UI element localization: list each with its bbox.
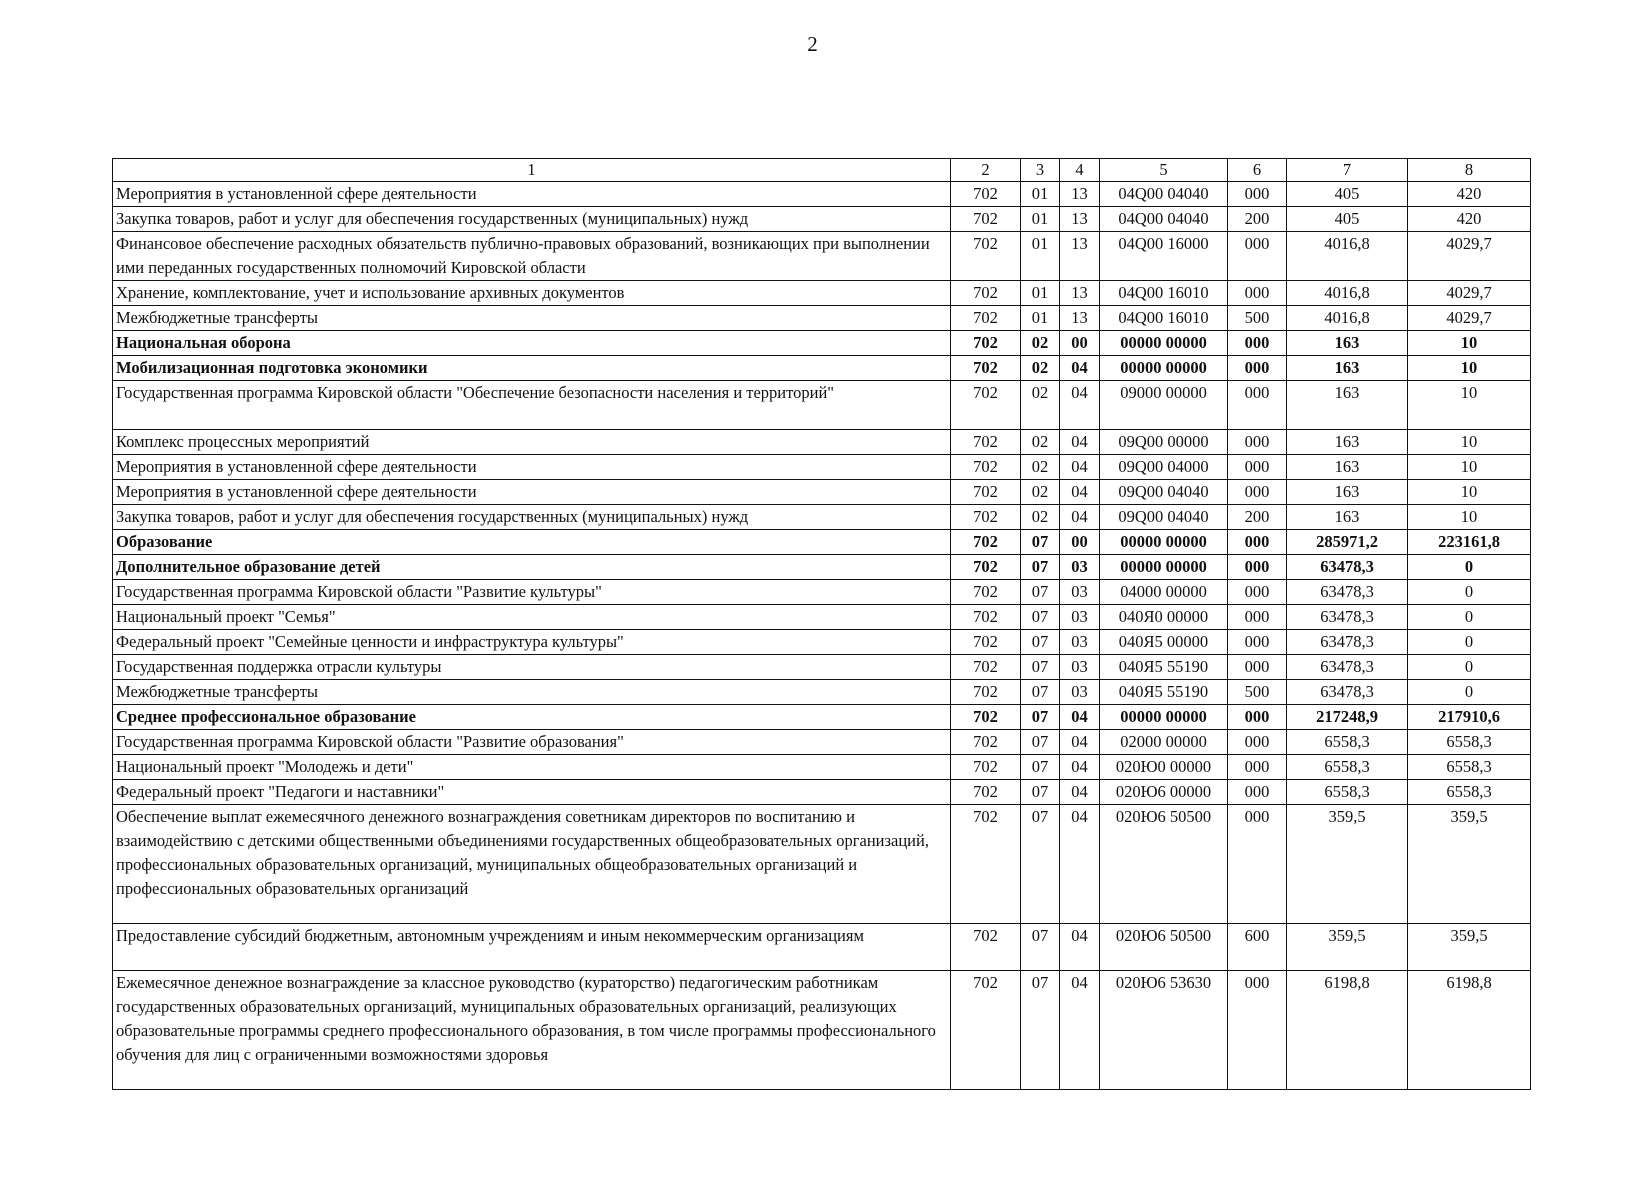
amount-year2-cell: 6558,3: [1408, 730, 1531, 755]
amount-year1-cell: 359,5: [1287, 924, 1408, 971]
section-cell: 07: [1021, 971, 1060, 1090]
expense-type-cell: 000: [1228, 281, 1287, 306]
amount-year2-cell: 4029,7: [1408, 306, 1531, 331]
section-cell: 02: [1021, 455, 1060, 480]
table-row: [113, 680, 1531, 705]
amount-year2-cell: 0: [1408, 555, 1531, 580]
expense-type-cell: 000: [1228, 430, 1287, 455]
target-article-cell: 00000 00000: [1100, 356, 1228, 381]
expense-type-cell: 000: [1228, 356, 1287, 381]
target-article-cell: 040Я0 00000: [1100, 605, 1228, 630]
row-name-cell: Закупка товаров, работ и услуг для обеспечения государственных (муниципальных) нужд: [113, 505, 951, 530]
table-row: [113, 207, 1531, 232]
target-article-cell: 020Ю0 00000: [1100, 755, 1228, 780]
table-row: [113, 971, 1531, 1090]
header-row: [113, 159, 1531, 182]
target-article-cell: 020Ю6 53630: [1100, 971, 1228, 1090]
amount-year1-cell: 163: [1287, 331, 1408, 356]
budget-table: [112, 158, 1531, 1090]
subsection-cell: 04: [1060, 356, 1100, 381]
subsection-cell: 03: [1060, 605, 1100, 630]
subsection-cell: 04: [1060, 430, 1100, 455]
expense-type-cell: 200: [1228, 207, 1287, 232]
gr-code-cell: 702: [951, 605, 1021, 630]
table-row: [113, 182, 1531, 207]
gr-code-cell: 702: [951, 281, 1021, 306]
gr-code-cell: 702: [951, 730, 1021, 755]
gr-code-cell: 702: [951, 755, 1021, 780]
amount-year2-cell: 0: [1408, 630, 1531, 655]
section-cell: 02: [1021, 381, 1060, 430]
amount-year1-cell: 63478,3: [1287, 555, 1408, 580]
amount-year2-cell: 359,5: [1408, 924, 1531, 971]
expense-type-cell: 000: [1228, 331, 1287, 356]
amount-year2-cell: 223161,8: [1408, 530, 1531, 555]
amount-year1-cell: 4016,8: [1287, 281, 1408, 306]
row-name-cell: Национальная оборона: [113, 331, 951, 356]
gr-code-cell: 702: [951, 580, 1021, 605]
amount-year1-cell: 163: [1287, 381, 1408, 430]
header-cell: 8: [1408, 159, 1531, 182]
row-name-cell: Ежемесячное денежное вознаграждение за классное руководство (кураторство) педагогическим работникам государственных образовательных организаций, муниципальных образовательных организаций, реализующих образовательные программы среднего профессионального образования, в том числе программы профессионального обучения для лиц с ограниченными возможностями здоровья: [113, 971, 951, 1090]
subsection-cell: 04: [1060, 971, 1100, 1090]
section-cell: 01: [1021, 281, 1060, 306]
table-row: [113, 580, 1531, 605]
target-article-cell: 040Я5 55190: [1100, 680, 1228, 705]
gr-code-cell: 702: [951, 430, 1021, 455]
expense-type-cell: 000: [1228, 232, 1287, 281]
expense-type-cell: 000: [1228, 705, 1287, 730]
amount-year1-cell: 4016,8: [1287, 232, 1408, 281]
row-name-cell: Хранение, комплектование, учет и использование архивных документов: [113, 281, 951, 306]
amount-year2-cell: 10: [1408, 430, 1531, 455]
table-row: [113, 455, 1531, 480]
row-name-cell: Национальный проект "Семья": [113, 605, 951, 630]
gr-code-cell: 702: [951, 356, 1021, 381]
gr-code-cell: 702: [951, 306, 1021, 331]
expense-type-cell: 200: [1228, 505, 1287, 530]
amount-year1-cell: 4016,8: [1287, 306, 1408, 331]
header-cell: 5: [1100, 159, 1228, 182]
table-row: [113, 356, 1531, 381]
target-article-cell: 020Ю6 00000: [1100, 780, 1228, 805]
subsection-cell: 03: [1060, 680, 1100, 705]
subsection-cell: 13: [1060, 207, 1100, 232]
section-cell: 01: [1021, 182, 1060, 207]
section-cell: 02: [1021, 505, 1060, 530]
table-row: [113, 381, 1531, 430]
row-name-cell: Федеральный проект "Педагоги и наставники": [113, 780, 951, 805]
amount-year1-cell: 217248,9: [1287, 705, 1408, 730]
subsection-cell: 03: [1060, 655, 1100, 680]
row-name-cell: Национальный проект "Молодежь и дети": [113, 755, 951, 780]
row-name-cell: Закупка товаров, работ и услуг для обеспечения государственных (муниципальных) нужд: [113, 207, 951, 232]
row-name-cell: Федеральный проект "Семейные ценности и инфраструктура культуры": [113, 630, 951, 655]
expense-type-cell: 000: [1228, 780, 1287, 805]
target-article-cell: 00000 00000: [1100, 555, 1228, 580]
amount-year2-cell: 0: [1408, 580, 1531, 605]
subsection-cell: 13: [1060, 306, 1100, 331]
section-cell: 07: [1021, 555, 1060, 580]
section-cell: 07: [1021, 530, 1060, 555]
amount-year2-cell: 6558,3: [1408, 755, 1531, 780]
expense-type-cell: 000: [1228, 455, 1287, 480]
amount-year1-cell: 63478,3: [1287, 605, 1408, 630]
gr-code-cell: 702: [951, 805, 1021, 924]
gr-code-cell: 702: [951, 331, 1021, 356]
target-article-cell: 09Q00 04000: [1100, 455, 1228, 480]
section-cell: 07: [1021, 755, 1060, 780]
amount-year2-cell: 420: [1408, 182, 1531, 207]
amount-year1-cell: 6198,8: [1287, 971, 1408, 1090]
subsection-cell: 03: [1060, 580, 1100, 605]
section-cell: 02: [1021, 331, 1060, 356]
amount-year1-cell: 285971,2: [1287, 530, 1408, 555]
row-name-cell: Мероприятия в установленной сфере деятельности: [113, 480, 951, 505]
amount-year1-cell: 163: [1287, 505, 1408, 530]
gr-code-cell: 702: [951, 505, 1021, 530]
gr-code-cell: 702: [951, 381, 1021, 430]
subsection-cell: 13: [1060, 281, 1100, 306]
target-article-cell: 00000 00000: [1100, 530, 1228, 555]
gr-code-cell: 702: [951, 232, 1021, 281]
subsection-cell: 04: [1060, 805, 1100, 924]
amount-year2-cell: 10: [1408, 381, 1531, 430]
target-article-cell: 00000 00000: [1100, 331, 1228, 356]
section-cell: 01: [1021, 207, 1060, 232]
row-name-cell: Дополнительное образование детей: [113, 555, 951, 580]
section-cell: 07: [1021, 924, 1060, 971]
gr-code-cell: 702: [951, 182, 1021, 207]
table-body: [113, 159, 1531, 1090]
amount-year1-cell: 63478,3: [1287, 680, 1408, 705]
gr-code-cell: 702: [951, 630, 1021, 655]
section-cell: 07: [1021, 630, 1060, 655]
amount-year1-cell: 63478,3: [1287, 655, 1408, 680]
section-cell: 07: [1021, 805, 1060, 924]
row-name-cell: Финансовое обеспечение расходных обязательств публично-правовых образований, возникающих при выполнении ими переданных государственных полномочий Кировской области: [113, 232, 951, 281]
amount-year1-cell: 163: [1287, 430, 1408, 455]
table-row: [113, 555, 1531, 580]
expense-type-cell: 000: [1228, 381, 1287, 430]
gr-code-cell: 702: [951, 480, 1021, 505]
amount-year1-cell: 6558,3: [1287, 780, 1408, 805]
table-row: [113, 655, 1531, 680]
amount-year1-cell: 6558,3: [1287, 755, 1408, 780]
gr-code-cell: 702: [951, 971, 1021, 1090]
subsection-cell: 04: [1060, 730, 1100, 755]
amount-year2-cell: 359,5: [1408, 805, 1531, 924]
amount-year2-cell: 0: [1408, 655, 1531, 680]
row-name-cell: Государственная поддержка отрасли культуры: [113, 655, 951, 680]
amount-year2-cell: 10: [1408, 331, 1531, 356]
target-article-cell: 020Ю6 50500: [1100, 924, 1228, 971]
expense-type-cell: 000: [1228, 555, 1287, 580]
amount-year2-cell: 10: [1408, 455, 1531, 480]
gr-code-cell: 702: [951, 207, 1021, 232]
row-name-cell: Образование: [113, 530, 951, 555]
amount-year1-cell: 163: [1287, 356, 1408, 381]
amount-year2-cell: 10: [1408, 505, 1531, 530]
target-article-cell: 040Я5 00000: [1100, 630, 1228, 655]
expense-type-cell: 000: [1228, 182, 1287, 207]
row-name-cell: Мероприятия в установленной сфере деятельности: [113, 182, 951, 207]
target-article-cell: 04Q00 16010: [1100, 306, 1228, 331]
amount-year2-cell: 0: [1408, 680, 1531, 705]
gr-code-cell: 702: [951, 555, 1021, 580]
target-article-cell: 02000 00000: [1100, 730, 1228, 755]
subsection-cell: 04: [1060, 455, 1100, 480]
amount-year2-cell: 0: [1408, 605, 1531, 630]
row-name-cell: Межбюджетные трансферты: [113, 680, 951, 705]
amount-year1-cell: 163: [1287, 480, 1408, 505]
table-row: [113, 232, 1531, 281]
subsection-cell: 04: [1060, 780, 1100, 805]
expense-type-cell: 500: [1228, 306, 1287, 331]
header-cell: 2: [951, 159, 1021, 182]
table-row: [113, 505, 1531, 530]
expense-type-cell: 000: [1228, 605, 1287, 630]
expense-type-cell: 000: [1228, 730, 1287, 755]
table-row: [113, 480, 1531, 505]
header-cell: 3: [1021, 159, 1060, 182]
subsection-cell: 04: [1060, 505, 1100, 530]
subsection-cell: 03: [1060, 630, 1100, 655]
expense-type-cell: 000: [1228, 755, 1287, 780]
header-cell: 7: [1287, 159, 1408, 182]
row-name-cell: Среднее профессиональное образование: [113, 705, 951, 730]
amount-year2-cell: 10: [1408, 356, 1531, 381]
amount-year2-cell: 4029,7: [1408, 281, 1531, 306]
section-cell: 07: [1021, 580, 1060, 605]
amount-year2-cell: 6558,3: [1408, 780, 1531, 805]
target-article-cell: 020Ю6 50500: [1100, 805, 1228, 924]
table-row: [113, 755, 1531, 780]
row-name-cell: Мобилизационная подготовка экономики: [113, 356, 951, 381]
section-cell: 07: [1021, 730, 1060, 755]
subsection-cell: 00: [1060, 530, 1100, 555]
table-row: [113, 780, 1531, 805]
section-cell: 07: [1021, 780, 1060, 805]
section-cell: 01: [1021, 306, 1060, 331]
section-cell: 07: [1021, 655, 1060, 680]
table-row: [113, 924, 1531, 971]
subsection-cell: 13: [1060, 182, 1100, 207]
expense-type-cell: 000: [1228, 480, 1287, 505]
table-row: [113, 705, 1531, 730]
section-cell: 07: [1021, 705, 1060, 730]
section-cell: 02: [1021, 480, 1060, 505]
subsection-cell: 03: [1060, 555, 1100, 580]
table-row: [113, 430, 1531, 455]
table-row: [113, 331, 1531, 356]
gr-code-cell: 702: [951, 680, 1021, 705]
table-row: [113, 605, 1531, 630]
target-article-cell: 04Q00 04040: [1100, 182, 1228, 207]
expense-type-cell: 000: [1228, 630, 1287, 655]
expense-type-cell: 000: [1228, 530, 1287, 555]
subsection-cell: 04: [1060, 705, 1100, 730]
row-name-cell: Обеспечение выплат ежемесячного денежного вознаграждения советникам директоров по воспитанию и взаимодействию с детскими общественными объединениями государственных общеобразовательных организаций, профессиональных образовательных организаций, муниципальных общеобразовательных организаций и профессиональных образовательных организаций: [113, 805, 951, 924]
table-row: [113, 805, 1531, 924]
row-name-cell: Межбюджетные трансферты: [113, 306, 951, 331]
section-cell: 07: [1021, 605, 1060, 630]
row-name-cell: Предоставление субсидий бюджетным, автономным учреждениям и иным некоммерческим организациям: [113, 924, 951, 971]
gr-code-cell: 702: [951, 780, 1021, 805]
target-article-cell: 09000 00000: [1100, 381, 1228, 430]
subsection-cell: 04: [1060, 924, 1100, 971]
gr-code-cell: 702: [951, 455, 1021, 480]
gr-code-cell: 702: [951, 655, 1021, 680]
subsection-cell: 04: [1060, 480, 1100, 505]
row-name-cell: Государственная программа Кировской области "Развитие культуры": [113, 580, 951, 605]
expense-type-cell: 000: [1228, 971, 1287, 1090]
target-article-cell: 04Q00 16010: [1100, 281, 1228, 306]
table-row: [113, 730, 1531, 755]
row-name-cell: Комплекс процессных мероприятий: [113, 430, 951, 455]
expense-type-cell: 600: [1228, 924, 1287, 971]
amount-year1-cell: 63478,3: [1287, 580, 1408, 605]
amount-year1-cell: 359,5: [1287, 805, 1408, 924]
target-article-cell: 04Q00 04040: [1100, 207, 1228, 232]
subsection-cell: 04: [1060, 381, 1100, 430]
amount-year1-cell: 63478,3: [1287, 630, 1408, 655]
section-cell: 01: [1021, 232, 1060, 281]
amount-year1-cell: 405: [1287, 207, 1408, 232]
row-name-cell: Мероприятия в установленной сфере деятельности: [113, 455, 951, 480]
target-article-cell: 09Q00 00000: [1100, 430, 1228, 455]
row-name-cell: Государственная программа Кировской области "Развитие образования": [113, 730, 951, 755]
gr-code-cell: 702: [951, 705, 1021, 730]
header-cell: 6: [1228, 159, 1287, 182]
page-number: 2: [807, 32, 818, 56]
header-cell: 1: [113, 159, 951, 182]
amount-year2-cell: 4029,7: [1408, 232, 1531, 281]
expense-type-cell: 500: [1228, 680, 1287, 705]
amount-year1-cell: 405: [1287, 182, 1408, 207]
row-name-cell: Государственная программа Кировской области "Обеспечение безопасности населения и территорий": [113, 381, 951, 430]
header-cell: 4: [1060, 159, 1100, 182]
target-article-cell: 04Q00 16000: [1100, 232, 1228, 281]
expense-type-cell: 000: [1228, 580, 1287, 605]
subsection-cell: 00: [1060, 331, 1100, 356]
expense-type-cell: 000: [1228, 655, 1287, 680]
amount-year2-cell: 420: [1408, 207, 1531, 232]
gr-code-cell: 702: [951, 924, 1021, 971]
section-cell: 07: [1021, 680, 1060, 705]
table-row: [113, 306, 1531, 331]
amount-year2-cell: 10: [1408, 480, 1531, 505]
section-cell: 02: [1021, 430, 1060, 455]
target-article-cell: 040Я5 55190: [1100, 655, 1228, 680]
subsection-cell: 13: [1060, 232, 1100, 281]
amount-year2-cell: 217910,6: [1408, 705, 1531, 730]
section-cell: 02: [1021, 356, 1060, 381]
target-article-cell: 09Q00 04040: [1100, 480, 1228, 505]
amount-year1-cell: 6558,3: [1287, 730, 1408, 755]
subsection-cell: 04: [1060, 755, 1100, 780]
amount-year1-cell: 163: [1287, 455, 1408, 480]
amount-year2-cell: 6198,8: [1408, 971, 1531, 1090]
expense-type-cell: 000: [1228, 805, 1287, 924]
target-article-cell: 00000 00000: [1100, 705, 1228, 730]
table-row: [113, 281, 1531, 306]
target-article-cell: 09Q00 04040: [1100, 505, 1228, 530]
gr-code-cell: 702: [951, 530, 1021, 555]
target-article-cell: 04000 00000: [1100, 580, 1228, 605]
table-row: [113, 530, 1531, 555]
table-row: [113, 630, 1531, 655]
